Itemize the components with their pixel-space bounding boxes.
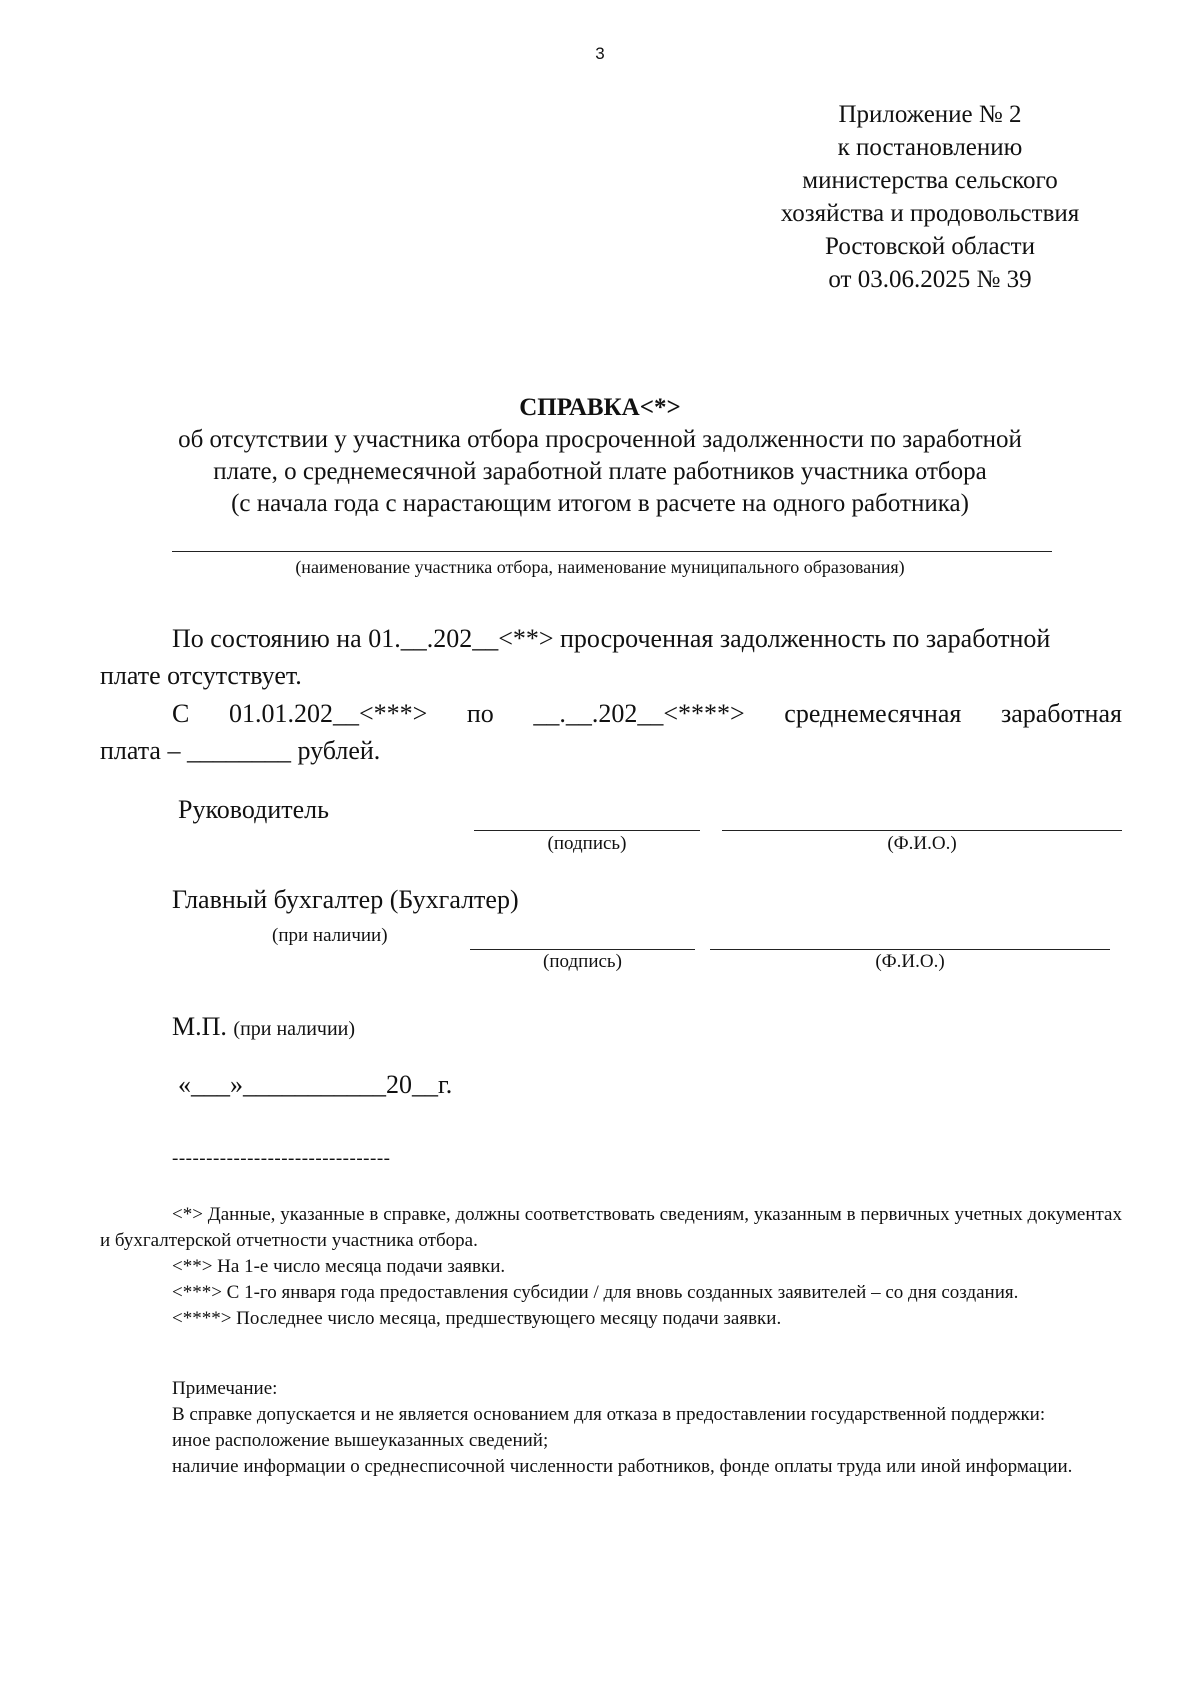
participant-name-line (172, 551, 1052, 552)
note-item: иное расположение вышеуказанных сведений; (172, 1430, 549, 1451)
participant-name-caption: (наименование участника отбора, наименование муниципального образования) (295, 557, 905, 577)
seal-note: (при наличии) (233, 1018, 356, 1040)
date-line: «___»___________20__г. (178, 1070, 453, 1099)
head-signature-caption: (подпись) (547, 833, 627, 854)
head-fio-caption: (Ф.И.О.) (887, 833, 957, 854)
seal-label: М.П. (172, 1012, 227, 1041)
appendix-header (720, 98, 1140, 296)
footnotes (100, 1202, 1122, 1332)
note-heading: Примечание: (172, 1378, 278, 1399)
accountant-if-any: (при наличии) (272, 925, 388, 946)
note-block (100, 1376, 1122, 1480)
title-line: плате, о среднемесячной заработной плате работников участника отбора (213, 458, 987, 485)
seal-block (172, 1012, 355, 1042)
head-label: Руководитель (178, 795, 329, 824)
appendix-line: министерства сельского (802, 167, 1058, 194)
appendix-line: от 03.06.2025 № 39 (828, 266, 1032, 293)
footnote-item: <**> На 1-е число месяца подачи заявки. (172, 1256, 506, 1277)
salary-word: по (466, 699, 494, 728)
document-title-block (100, 392, 1100, 520)
accountant-fio-line (710, 949, 1110, 950)
document-title: СПРАВКА<*> (519, 394, 681, 421)
appendix-line: Приложение № 2 (838, 101, 1022, 128)
paragraph-debt-line2: плате отсутствует. (100, 661, 302, 690)
footnote-separator: -------------------------------- (172, 1148, 391, 1169)
appendix-line: к постановлению (837, 134, 1023, 161)
accountant-signature-caption: (подпись) (543, 951, 622, 972)
appendix-line: хозяйства и продовольствия (780, 200, 1080, 227)
title-line: об отсутствии у участника отбора просроченной задолженности по заработной (178, 426, 1022, 453)
paragraph-debt (100, 620, 1122, 694)
salary-word: __.__.202__<****> (533, 699, 745, 728)
footnote-item: <*> Данные, указанные в справке, должны соответствовать сведениям, указанным в первичных учетных документах и бухгалтерской отчетности участника отбора. (100, 1204, 1122, 1251)
paragraph-salary (100, 695, 1122, 769)
salary-word: 01.01.202__<***> (228, 699, 428, 728)
head-fio-line (722, 830, 1122, 831)
accountant-fio-caption: (Ф.И.О.) (875, 951, 945, 972)
salary-word: заработная (1000, 699, 1122, 728)
note-item: наличие информации о среднесписочной численности работников, фонде оплаты труда или иной информации. (172, 1456, 1073, 1477)
footnote-item: <****> Последнее число месяца, предшествующего месяцу подачи заявки. (172, 1308, 782, 1329)
paragraph-debt-line1: По состоянию на 01.__.202__<**> просроченная задолженность по заработной (172, 624, 1051, 653)
accountant-label: Главный бухгалтер (Бухгалтер) (172, 885, 519, 914)
appendix-line: Ростовской области (825, 233, 1035, 260)
accountant-signature-line (470, 949, 695, 950)
paragraph-salary-line2: плата – ________ рублей. (100, 736, 381, 765)
footnote-item: <***> С 1-го января года предоставления субсидии / для вновь созданных заявителей – со дня создания. (172, 1282, 1019, 1303)
note-item: В справке допускается и не является основанием для отказа в предоставлении государственной поддержки: (172, 1404, 1046, 1425)
salary-word: среднемесячная (784, 699, 962, 728)
title-line: (с начала года с нарастающим итогом в расчете на одного работника) (231, 490, 969, 517)
salary-word: С (172, 699, 190, 728)
page-number: 3 (595, 44, 605, 63)
head-signature-line (474, 830, 700, 831)
